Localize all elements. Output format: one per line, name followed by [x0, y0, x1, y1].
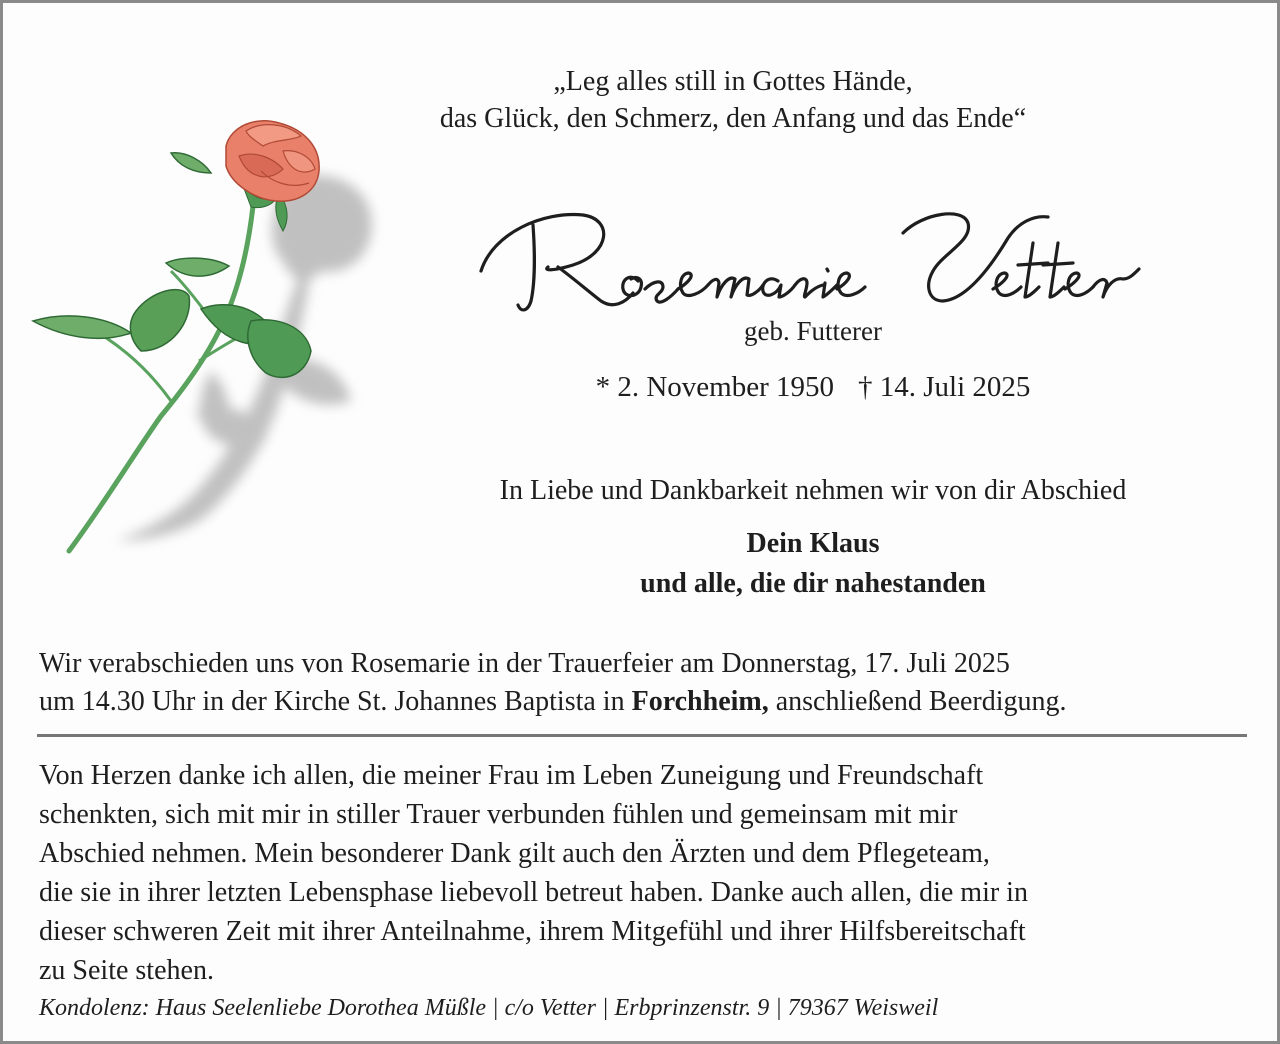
rose-illustration: [21, 111, 391, 563]
thanks-line: Abschied nehmen. Mein besonderer Dank gilt auch den Ärzten und dem Pflegeteam,: [39, 838, 990, 869]
life-dates: [533, 371, 1093, 404]
rose-stem: [69, 206, 253, 551]
service-line-1: Wir verabschieden uns von Rosemarie in der Trauerfeier am Donnerstag, 17. Juli 2025: [39, 648, 1010, 679]
thanks-line: dieser schweren Zeit mit ihrer Anteilnahme, ihrem Mitgefühl und ihrer Hilfsbereitschaft: [39, 916, 1026, 947]
leaf: [248, 320, 311, 378]
birth-name: geb. Futterer: [744, 316, 882, 346]
rose-bloom: [226, 121, 319, 201]
thanks-text: [39, 756, 1249, 990]
birth-date: * 2. November 1950: [595, 371, 834, 403]
quote: [433, 63, 1033, 137]
divider: [37, 734, 1247, 737]
quote-line-1: „Leg alles still in Gottes Hände,: [553, 66, 913, 97]
death-date: † 14. Juli 2025: [858, 371, 1031, 403]
thanks-line: zu Seite stehen.: [39, 955, 214, 986]
signers: [503, 524, 1123, 604]
leaf: [33, 316, 131, 338]
service-line-2: [39, 683, 1249, 721]
signer-line-2: und alle, die dir nahestanden: [640, 568, 986, 599]
leaf: [171, 153, 211, 173]
rose-shadow: [116, 175, 372, 541]
leaf: [130, 290, 189, 351]
condolence-address: Kondolenz: Haus Seelenliebe Dorothea Müßle | c/o Vetter | Erbprinzenstr. 9 | 79367 Weisweil: [39, 995, 939, 1021]
deceased-name-script: [473, 193, 1173, 333]
signer-line-1: Dein Klaus: [746, 528, 880, 559]
service-location: Forchheim,: [631, 686, 769, 717]
quote-line-2: das Glück, den Schmerz, den Anfang und das Ende“: [439, 103, 1027, 134]
thanks-line: die sie in ihrer letzten Lebensphase liebevoll betreut haben. Danke auch allen, die mir in: [39, 877, 1028, 908]
farewell-line: In Liebe und Dankbarkeit nehmen wir von dir Abschied: [499, 475, 1127, 506]
service-line-2-text: um 14.30 Uhr in der Kirche St. Johannes Baptista in: [39, 686, 632, 717]
service-line-2-end: anschließend Beerdigung.: [768, 686, 1067, 717]
thanks-line: Von Herzen danke ich allen, die meiner Frau im Leben Zuneigung und Freundschaft: [39, 760, 984, 791]
thanks-line: schenkten, sich mit mir in stiller Trauer verbunden fühlen und gemeinsam mit mir: [39, 799, 958, 830]
leaf: [166, 258, 229, 276]
service-announcement: [39, 645, 1249, 721]
